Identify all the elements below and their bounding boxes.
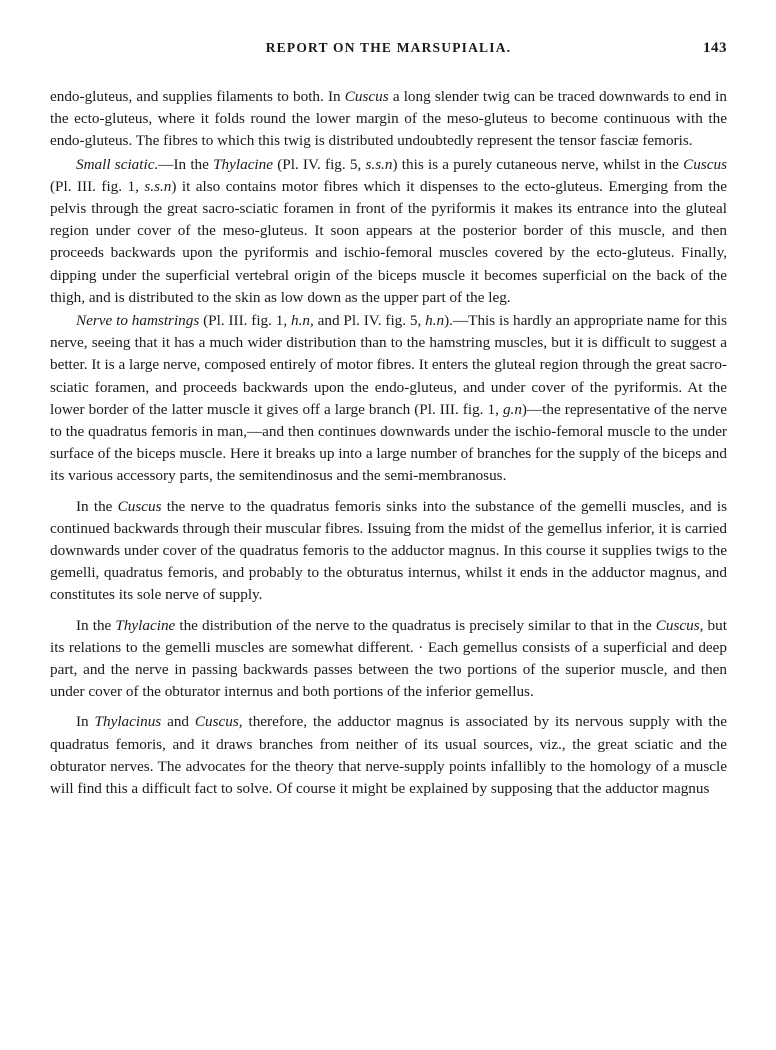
- text-run: therefore, the adductor magnus is associated by its nervous supply with the quadratus femoris, and it draws branches from neither of its usual sources, viz., the great sciatic and the obturator nerves. The advocates for the theory that nerve-supply points infallibly to the homology of a muscle will find this a difficult fact to solve. Of course it might be explained by supposing that the adductor magnus: [50, 713, 727, 798]
- text-run: but its relations to the gemelli muscles are somewhat different. · Each gemellus consists of a superficial and deep part, and the nerve in passing backwards passes between the two portions of the superior muscle, and then under cover of the obturator internus and both portions of the inferior gemellus.: [50, 616, 727, 701]
- paragraph-cuscus-quadratus: [50, 496, 727, 607]
- text-run: (Pl. III. fig. 1,: [199, 312, 292, 330]
- italic-text-run: g.n: [502, 400, 522, 418]
- text-run: )—the representative of the nerve to the quadratus femoris in man,—and then continues downwards under the ischio-femoral muscle to the under surface of the biceps muscle. Here it breaks up into a large number of branches for the supply of the biceps and its various accessory parts, the semitendinosus and the semi-membranosus.: [50, 400, 727, 485]
- text-run: (Pl. III. fig. 1,: [50, 177, 145, 195]
- text-run: In the: [76, 497, 118, 515]
- italic-text-run: Small sciatic.: [76, 155, 159, 173]
- paragraph-nerve-to-hamstrings: [50, 310, 727, 488]
- paragraph-continued: [50, 86, 727, 153]
- italic-text-run: Cuscus: [117, 497, 162, 515]
- running-title: REPORT ON THE MARSUPIALIA.: [265, 40, 512, 55]
- italic-text-run: s.s.n: [144, 177, 172, 195]
- italic-text-run: Cuscus,: [655, 616, 704, 634]
- italic-text-run: Thylacinus: [94, 713, 162, 731]
- paragraph-thylacine-quadratus: [50, 615, 727, 704]
- text-run: the nerve to the quadratus femoris sinks into the substance of the gemelli muscles, and is continued backwards through their muscular fibres. Issuing from the midst of the gemellus inferior, it is carried downwards under cover of the quadratus femoris to the adductor magnus. In this course it supplies twigs to the gemelli, quadratus femoris, and probably to the obturatus internus, whilst it ends in the adductor magnus, and constitutes its sole nerve of supply.: [50, 497, 727, 604]
- text-run: (Pl. IV. fig. 5,: [272, 155, 366, 173]
- text-run: ).—This is hardly an appropriate name for this nerve, seeing that it has a much wider distribution than to the hamstring muscles, but it is difficult to suggest a better. It is a large nerve, composed entirely of motor fibres. It enters the gluteal region through the great sacro-sciatic foramen, and proceeds backwards upon the endo-gluteus, and under cover of the pyriformis. At the lower border of the latter muscle it gives off a large branch (Pl. III. fig. 1,: [50, 312, 727, 418]
- text-run: and: [161, 713, 195, 731]
- italic-text-run: Thylacine: [115, 616, 176, 634]
- italic-text-run: s.s.n: [365, 155, 393, 173]
- italic-text-run: Cuscus,: [194, 713, 243, 731]
- italic-text-run: Nerve to hamstrings: [76, 312, 200, 330]
- italic-text-run: h.n: [425, 312, 445, 330]
- text-run: endo-gluteus, and supplies filaments to both. In: [50, 88, 345, 105]
- text-run: the distribution of the nerve to the quadratus is precisely similar to that in the: [175, 616, 656, 634]
- italic-text-run: Cuscus: [683, 155, 727, 173]
- text-run: ) it also contains motor fibres which it dispenses to the ecto-gluteus. Emerging from the pelvis through the great sacro-sciatic foramen in front of the pyriformis it makes its entrance into the gluteal region under cover of the meso-gluteus. It soon appears at the posterior border of this muscle, and then proceeds backwards upon the pyriformis and ischio-femoral muscles covered by the ecto-gluteus. Finally, dipping under the superficial vertebral origin of the biceps muscle it becomes superficial on the back of the thigh, and is distributed to the skin as low down as the upper part of the leg.: [50, 177, 727, 306]
- running-header: [50, 40, 727, 62]
- body-text: [50, 86, 727, 800]
- text-run: ) this is a purely cutaneous nerve, whilst in the: [392, 155, 684, 173]
- document-page: [50, 40, 727, 801]
- text-run: and Pl. IV. fig. 5,: [313, 312, 426, 330]
- paragraph-adductor-magnus: [50, 711, 727, 800]
- text-run: —In the: [158, 155, 214, 173]
- text-run: a long slender twig can be traced downwards to end in the ecto-gluteus, where it folds round the lower margin of the meso-gluteus to become continuous with the endo-gluteus. The fibres to which this twig is distributed undoubtedly represent the tensor fasciæ femoris.: [50, 88, 727, 150]
- italic-text-run: Cuscus: [344, 88, 389, 105]
- text-run: In: [76, 713, 95, 731]
- text-run: In the: [76, 616, 116, 634]
- italic-text-run: h.n,: [291, 312, 314, 330]
- paragraph-small-sciatic: [50, 154, 727, 309]
- page-number: 143: [703, 40, 727, 56]
- italic-text-run: Thylacine: [213, 155, 273, 173]
